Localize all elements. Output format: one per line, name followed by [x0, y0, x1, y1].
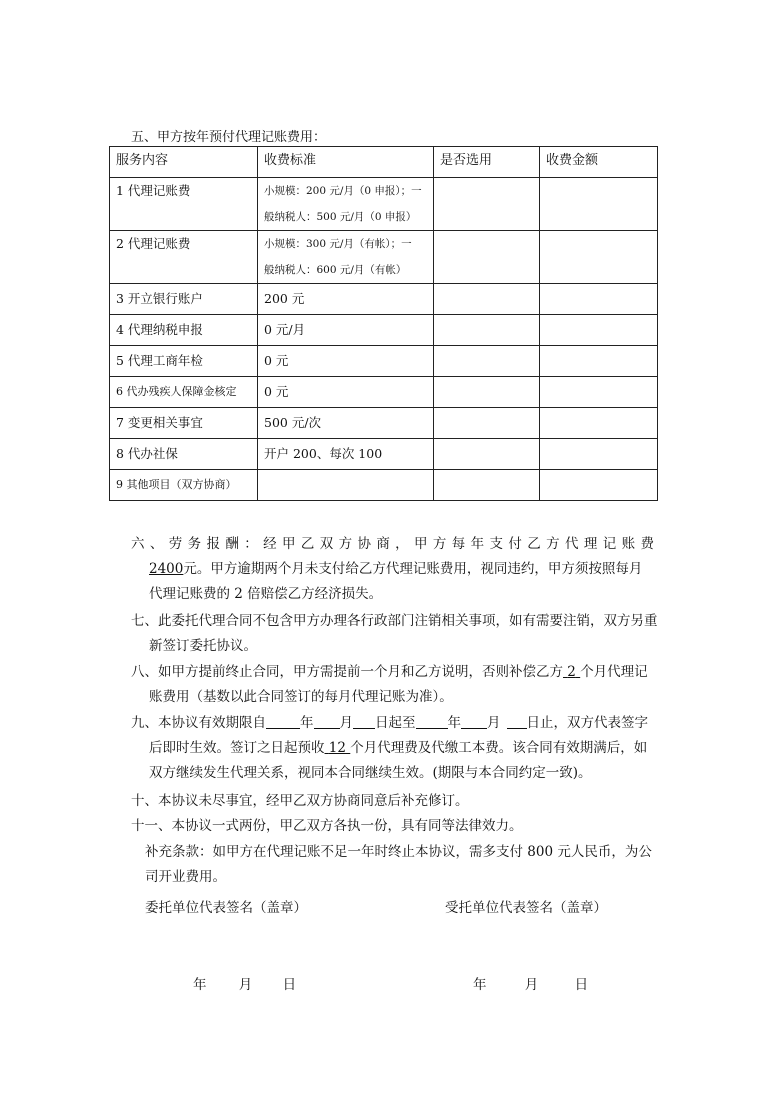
amount-cell[interactable]	[540, 377, 658, 408]
end-day-blank[interactable]	[507, 714, 527, 729]
fee-standard: 开户 200、每次 100	[258, 439, 434, 470]
amount-cell[interactable]	[540, 231, 658, 284]
fee-standard: 小规模：200 元/月（0 申报）；一 般纳税人：500 元/月（0 申报）	[258, 178, 434, 231]
clause-9-line-2: 后即时生效。签订之日起预收 12 个月代理费及代缴工本费。该合同有效期满后，如	[149, 740, 648, 756]
header-service: 服务内容	[110, 147, 258, 178]
clause-8-line-2: 账费用（基数以此合同签订的每月代理记账为准）。	[149, 689, 453, 705]
client-date-year: 年	[193, 977, 207, 993]
selected-cell[interactable]	[434, 178, 540, 231]
fee-standard: 0 元	[258, 346, 434, 377]
clause-6-line-3: 代理记账费的 2 倍赔偿乙方经济损失。	[149, 586, 383, 602]
start-year-blank[interactable]	[266, 714, 300, 729]
service-name: 4 代理纳税申报	[110, 315, 258, 346]
selected-cell[interactable]	[434, 377, 540, 408]
table-row	[110, 284, 658, 315]
table-row	[110, 315, 658, 346]
clause-11: 十一、本协议一式两份，甲乙双方各执一份，具有同等法律效力。	[131, 818, 523, 834]
table-row	[110, 346, 658, 377]
clause-7	[131, 609, 659, 659]
clause-6-line-2: 2400元。甲方逾期两个月未支付给乙方代理记账费用，视同违约，甲方须按照每月	[149, 561, 643, 577]
service-name: 7 变更相关事宜	[110, 408, 258, 439]
service-name: 5 代理工商年检	[110, 346, 258, 377]
amount-cell[interactable]	[540, 346, 658, 377]
selected-cell[interactable]	[434, 346, 540, 377]
table-row	[110, 439, 658, 470]
clause-7-line-1: 七、此委托代理合同不包含甲方办理各行政部门注销相关事项，如有需要注销，双方另重	[131, 613, 658, 629]
clause-9-line-1: 九、本协议有效期限自 年 月 日起至 年 月 日止，双方代表签字	[131, 715, 648, 731]
fee-standard: 200 元	[258, 284, 434, 315]
service-name: 8 代办社保	[110, 439, 258, 470]
annual-fee-amount: 2400	[149, 561, 184, 577]
clause-7-line-2: 新签订委托协议。	[149, 638, 257, 654]
amount-cell[interactable]	[540, 408, 658, 439]
selected-cell[interactable]	[434, 315, 540, 346]
clause-6	[131, 532, 659, 607]
header-selected: 是否选用	[434, 147, 540, 178]
table-row	[110, 470, 658, 501]
prepay-months: 12	[328, 740, 346, 756]
service-name: 1 代理记账费	[110, 178, 258, 231]
table-row	[110, 377, 658, 408]
table-header-row	[110, 147, 658, 178]
agent-date-year: 年	[473, 977, 487, 993]
section-5-title: 五、甲方按年预付代理记账费用：	[131, 130, 327, 145]
client-date-month: 月	[238, 977, 253, 993]
amount-cell[interactable]	[540, 315, 658, 346]
agent-signature-label: 受托单位代表签名（盖章）	[445, 900, 607, 916]
clause-8	[131, 660, 659, 710]
supplement-line-1: 补充条款：如甲方在代理记账不足一年时终止本协议，需多支付 800 元人民币，为公	[145, 844, 652, 860]
fee-standard: 小规模：300 元/月（有帐）；一 般纳税人：600 元/月（有帐）	[258, 231, 434, 284]
compensation-months: 2	[567, 664, 576, 680]
start-day-blank[interactable]	[353, 714, 375, 729]
agent-sign-date	[473, 973, 588, 993]
service-name: 9 其他项目（双方协商）	[110, 470, 258, 501]
table-row	[110, 231, 658, 284]
client-date-day: 日	[282, 977, 297, 993]
clause-6-line-1: 六、劳务报酬：经甲乙双方协商，甲方每年支付乙方代理记账费	[131, 536, 659, 552]
agent-date-month: 月	[524, 977, 539, 993]
fee-standard: 0 元	[258, 377, 434, 408]
selected-cell[interactable]	[434, 284, 540, 315]
supplement-clause	[145, 840, 659, 890]
clause-9-line-3: 双方继续发生代理关系，视同本合同继续生效。(期限与本合同约定一致)。	[149, 765, 592, 781]
clause-10: 十、本协议未尽事宜，经甲乙双方协商同意后补充修订。	[131, 793, 469, 809]
start-month-blank[interactable]	[314, 714, 340, 729]
amount-cell[interactable]	[540, 470, 658, 501]
selected-cell[interactable]	[434, 470, 540, 501]
clause-8-line-1: 八、如甲方提前终止合同，甲方需提前一个月和乙方说明，否则补偿乙方 2 个月代理记	[131, 664, 648, 680]
table-row	[110, 408, 658, 439]
service-name: 6 代办残疾人保障金核定	[110, 377, 258, 408]
agent-date-day: 日	[574, 977, 589, 993]
end-month-blank[interactable]	[461, 714, 487, 729]
selected-cell[interactable]	[434, 439, 540, 470]
client-sign-date	[193, 973, 296, 993]
fee-standard: 0 元/月	[258, 315, 434, 346]
header-amount: 收费金额	[540, 147, 658, 178]
amount-cell[interactable]	[540, 178, 658, 231]
client-signature-label: 委托单位代表签名（盖章）	[145, 900, 307, 916]
clause-9	[131, 711, 659, 786]
selected-cell[interactable]	[434, 408, 540, 439]
amount-cell[interactable]	[540, 284, 658, 315]
fee-table	[109, 146, 658, 501]
header-fee-standard: 收费标准	[258, 147, 434, 178]
end-year-blank[interactable]	[416, 714, 448, 729]
service-name: 2 代理记账费	[110, 231, 258, 284]
selected-cell[interactable]	[434, 231, 540, 284]
table-row	[110, 178, 658, 231]
fee-standard: 500 元/次	[258, 408, 434, 439]
fee-standard	[258, 470, 434, 501]
amount-cell[interactable]	[540, 439, 658, 470]
supplement-line-2: 司开业费用。	[145, 869, 226, 885]
service-name: 3 开立银行账户	[110, 284, 258, 315]
